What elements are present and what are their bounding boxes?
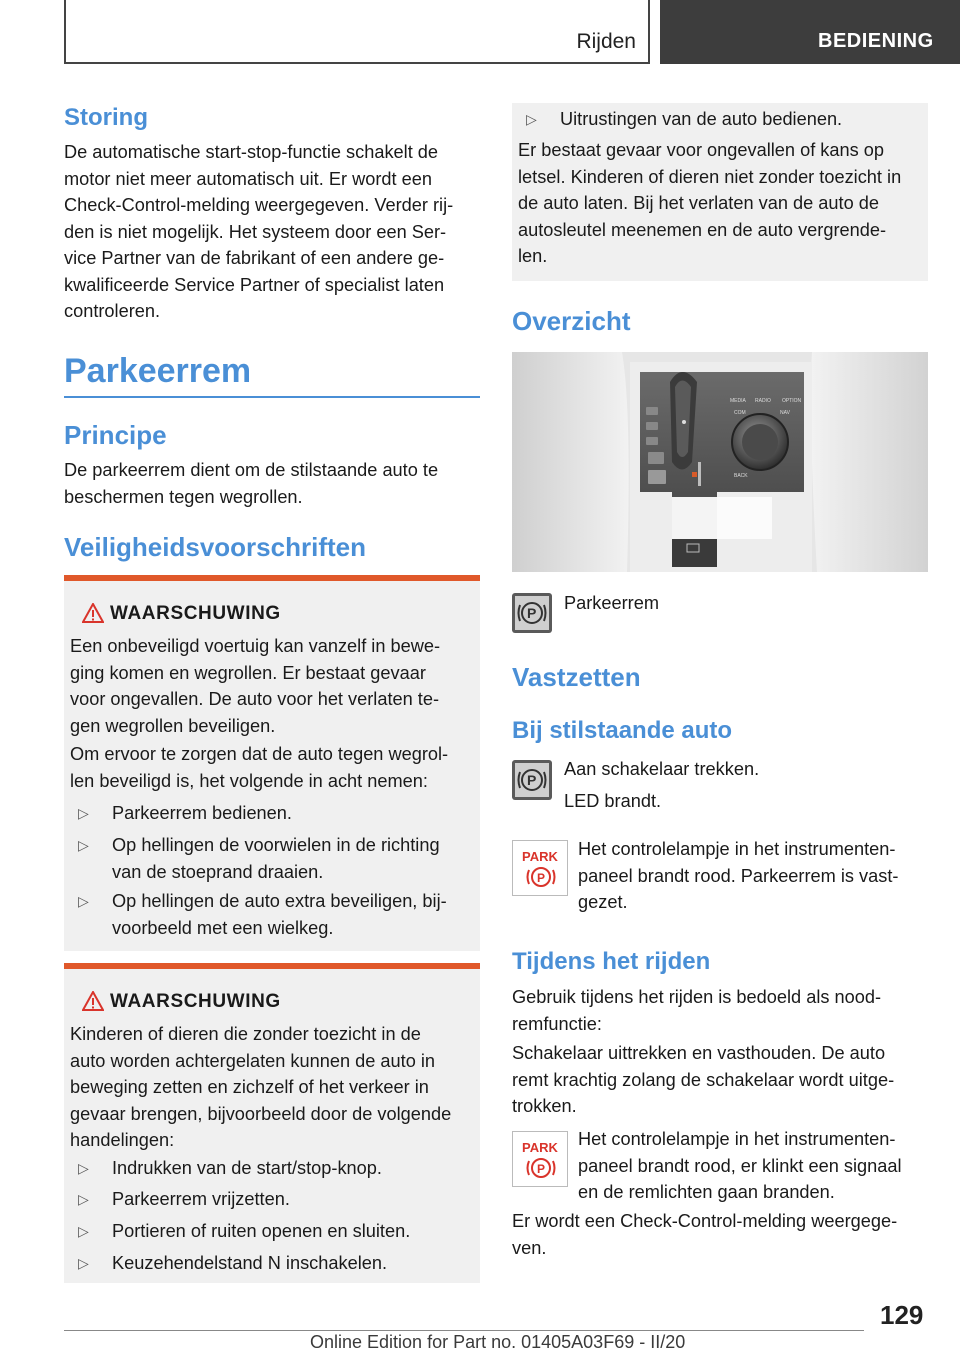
header-frame	[64, 0, 650, 64]
text-line: voor ongevallen. De auto voor het verlaten te-	[70, 689, 440, 709]
list-item: ▷ Op hellingen de auto extra beveiligen, bij- voorbeeld met een wielkeg.	[78, 888, 447, 941]
text-line: len beveiligd is, het volgende in acht nemen:	[70, 770, 428, 791]
warning-text	[518, 137, 901, 270]
bullet-triangle-icon: ▷	[526, 111, 537, 127]
bullet-triangle-icon: ▷	[78, 1160, 89, 1176]
list-item: ▷ Op hellingen de voorwielen in de richting van de stoeprand draaien.	[78, 832, 440, 885]
bullet-triangle-icon: ▷	[78, 805, 89, 821]
footer-rule	[64, 1330, 864, 1331]
park-indicator-icon	[512, 840, 568, 896]
park-label: PARK	[522, 849, 558, 864]
console-label: BACK	[734, 473, 748, 479]
text-line: remfunctie:	[512, 1013, 602, 1034]
ctrl1-text	[578, 836, 898, 916]
warning-text-2	[70, 741, 448, 794]
bullet-triangle-icon: ▷	[78, 893, 89, 909]
text-line: De automatische start-stop-functie schakelt de	[64, 142, 439, 162]
warning-text	[70, 1021, 451, 1154]
photo-caption: Parkeerrem	[564, 593, 660, 613]
text-line: De parkeerrem dient om de stilstaande auto te	[64, 460, 439, 480]
console-label: NAV	[780, 410, 790, 416]
text-line: beweging zetten en zichzelf of het verkeer in	[70, 1077, 429, 1097]
text-line: kwalificeerde Service Partner of specialist laten	[64, 274, 445, 295]
text-line: controleren.	[64, 301, 161, 321]
page-number: 129	[880, 1300, 924, 1330]
text-line: de auto laten. Bij het verlaten van de auto de	[518, 193, 879, 213]
text-line: Er wordt een Check-Control-melding weergege-	[512, 1211, 898, 1231]
warning-box-1	[64, 575, 480, 951]
text-line: vice Partner van de fabrikant of een andere ge-	[64, 248, 445, 268]
warning-bar	[64, 963, 480, 969]
console-illustration	[512, 352, 928, 572]
text-line: trokken.	[512, 1096, 577, 1116]
text-line: gen wegrollen beveiligen.	[70, 715, 276, 736]
ctrl2-text	[578, 1126, 902, 1206]
header-tab	[660, 0, 960, 64]
text-line: beschermen tegen wegrollen.	[64, 486, 303, 507]
parkeerrem-heading: Parkeerrem	[64, 352, 252, 390]
list-item: ▷ Keuzehendelstand N inschakelen.	[78, 1250, 387, 1277]
park-label: PARK	[522, 1140, 558, 1155]
text-line: Gebruik tijdens het rijden is bedoeld als nood-	[512, 987, 882, 1007]
list-item: ▷ Indrukken van de start/stop-knop.	[78, 1155, 382, 1182]
svg-text:P: P	[527, 605, 537, 621]
console-label: RADIO	[755, 398, 771, 404]
text-line: auto worden achtergelaten kunnen de auto in	[70, 1050, 436, 1071]
text-line: paneel brandt rood. Parkeerrem is vast-	[578, 865, 899, 886]
warning-box-2	[64, 963, 480, 1283]
console-label: MEDIA	[730, 398, 746, 404]
bullet-triangle-icon: ▷	[78, 1223, 89, 1239]
center-console-photo	[512, 352, 928, 572]
warning-box-continued	[512, 103, 928, 281]
svg-text:P: P	[527, 772, 537, 788]
text-line: Aan schakelaar trekken.	[564, 759, 760, 779]
text-line: den is niet mogelijk. Het systeem door een Ser-	[64, 221, 447, 242]
parking-brake-switch-icon	[512, 593, 552, 633]
warning-bar	[64, 575, 480, 581]
storing-text	[64, 139, 453, 325]
header-section: Rijden	[576, 30, 636, 53]
storing-heading: Storing	[64, 104, 148, 131]
vastzetten-heading: Vastzetten	[512, 662, 641, 692]
bij-stilstaande-heading: Bij stilstaande auto	[512, 717, 733, 744]
text-line: motor niet meer automatisch uit. Er wordt een	[64, 168, 432, 189]
svg-text:P: P	[537, 1162, 546, 1176]
text-line: len.	[518, 246, 548, 266]
console-label: COM	[734, 410, 746, 416]
tijdens-text	[512, 984, 881, 1037]
list-item: ▷ Parkeerrem vrijzetten.	[78, 1186, 290, 1213]
parking-brake-switch-icon	[512, 760, 552, 800]
list-item: ▷ Portieren of ruiten openen en sluiten.	[78, 1218, 410, 1245]
text-line: handelingen:	[70, 1130, 175, 1150]
text-line: Kinderen of dieren die zonder toezicht in de	[70, 1024, 421, 1044]
principe-text	[64, 457, 438, 510]
text-line: Er bestaat gevaar voor ongevallen of kans op	[518, 140, 885, 160]
text-line: ging komen en wegrollen. Er bestaat gevaar	[70, 662, 426, 683]
text-line: Het controlelampje in het instrumenten-	[578, 839, 896, 859]
veiligheid-heading: Veiligheidsvoorschriften	[64, 532, 366, 562]
text-line: autosleutel meenemen en de auto vergrende-	[518, 219, 887, 240]
warning-triangle-icon	[82, 603, 104, 623]
warning-text	[70, 633, 440, 739]
console-label: OPTION	[782, 398, 802, 404]
tijdens-text-2	[512, 1040, 894, 1120]
text-line: ven.	[512, 1237, 547, 1258]
footer-edition: Online Edition for Part no. 01405A03F69 - II/20	[310, 1332, 686, 1352]
warning-title: WAARSCHUWING	[110, 603, 281, 624]
park-indicator-icon	[512, 1131, 568, 1187]
warning-triangle-icon	[82, 991, 104, 1011]
text-line: remt krachtig zolang de schakelaar wordt uitge-	[512, 1069, 895, 1090]
bullet-triangle-icon: ▷	[78, 1255, 89, 1271]
principe-heading: Principe	[64, 420, 167, 450]
text-line: en de remlichten gaan branden.	[578, 1182, 835, 1202]
list-item: ▷ Uitrustingen van de auto bedienen.	[526, 106, 842, 133]
svg-text:P: P	[537, 871, 546, 885]
text-line: Check-Control-melding weergegeven. Verder rij-	[64, 195, 454, 215]
text-line: Een onbeveiligd voertuig kan vanzelf in bewe-	[70, 636, 441, 656]
tijdens-heading: Tijdens het rijden	[512, 948, 711, 975]
header-tab-label: BEDIENING	[818, 30, 934, 52]
text-line: gezet.	[578, 892, 628, 912]
final-text	[512, 1208, 897, 1261]
text-line: Schakelaar uittrekken en vasthouden. De auto	[512, 1043, 886, 1063]
text-line: Om ervoor te zorgen dat de auto tegen wegrol-	[70, 744, 449, 764]
text-line: LED brandt.	[564, 790, 662, 811]
bullet-triangle-icon: ▷	[78, 837, 89, 853]
bij-text	[564, 756, 759, 814]
text-line: paneel brandt rood, er klinkt een signaal	[578, 1155, 902, 1176]
text-line: gevaar brengen, bijvoorbeeld door de volgende	[70, 1103, 452, 1124]
bullet-triangle-icon: ▷	[78, 1191, 89, 1207]
warning-title: WAARSCHUWING	[110, 991, 281, 1012]
text-line: letsel. Kinderen of dieren niet zonder toezicht in	[518, 166, 902, 187]
overzicht-heading: Overzicht	[512, 306, 631, 336]
text-line: Het controlelampje in het instrumenten-	[578, 1129, 896, 1149]
list-item: ▷ Parkeerrem bedienen.	[78, 800, 292, 827]
heading-rule	[64, 396, 480, 398]
